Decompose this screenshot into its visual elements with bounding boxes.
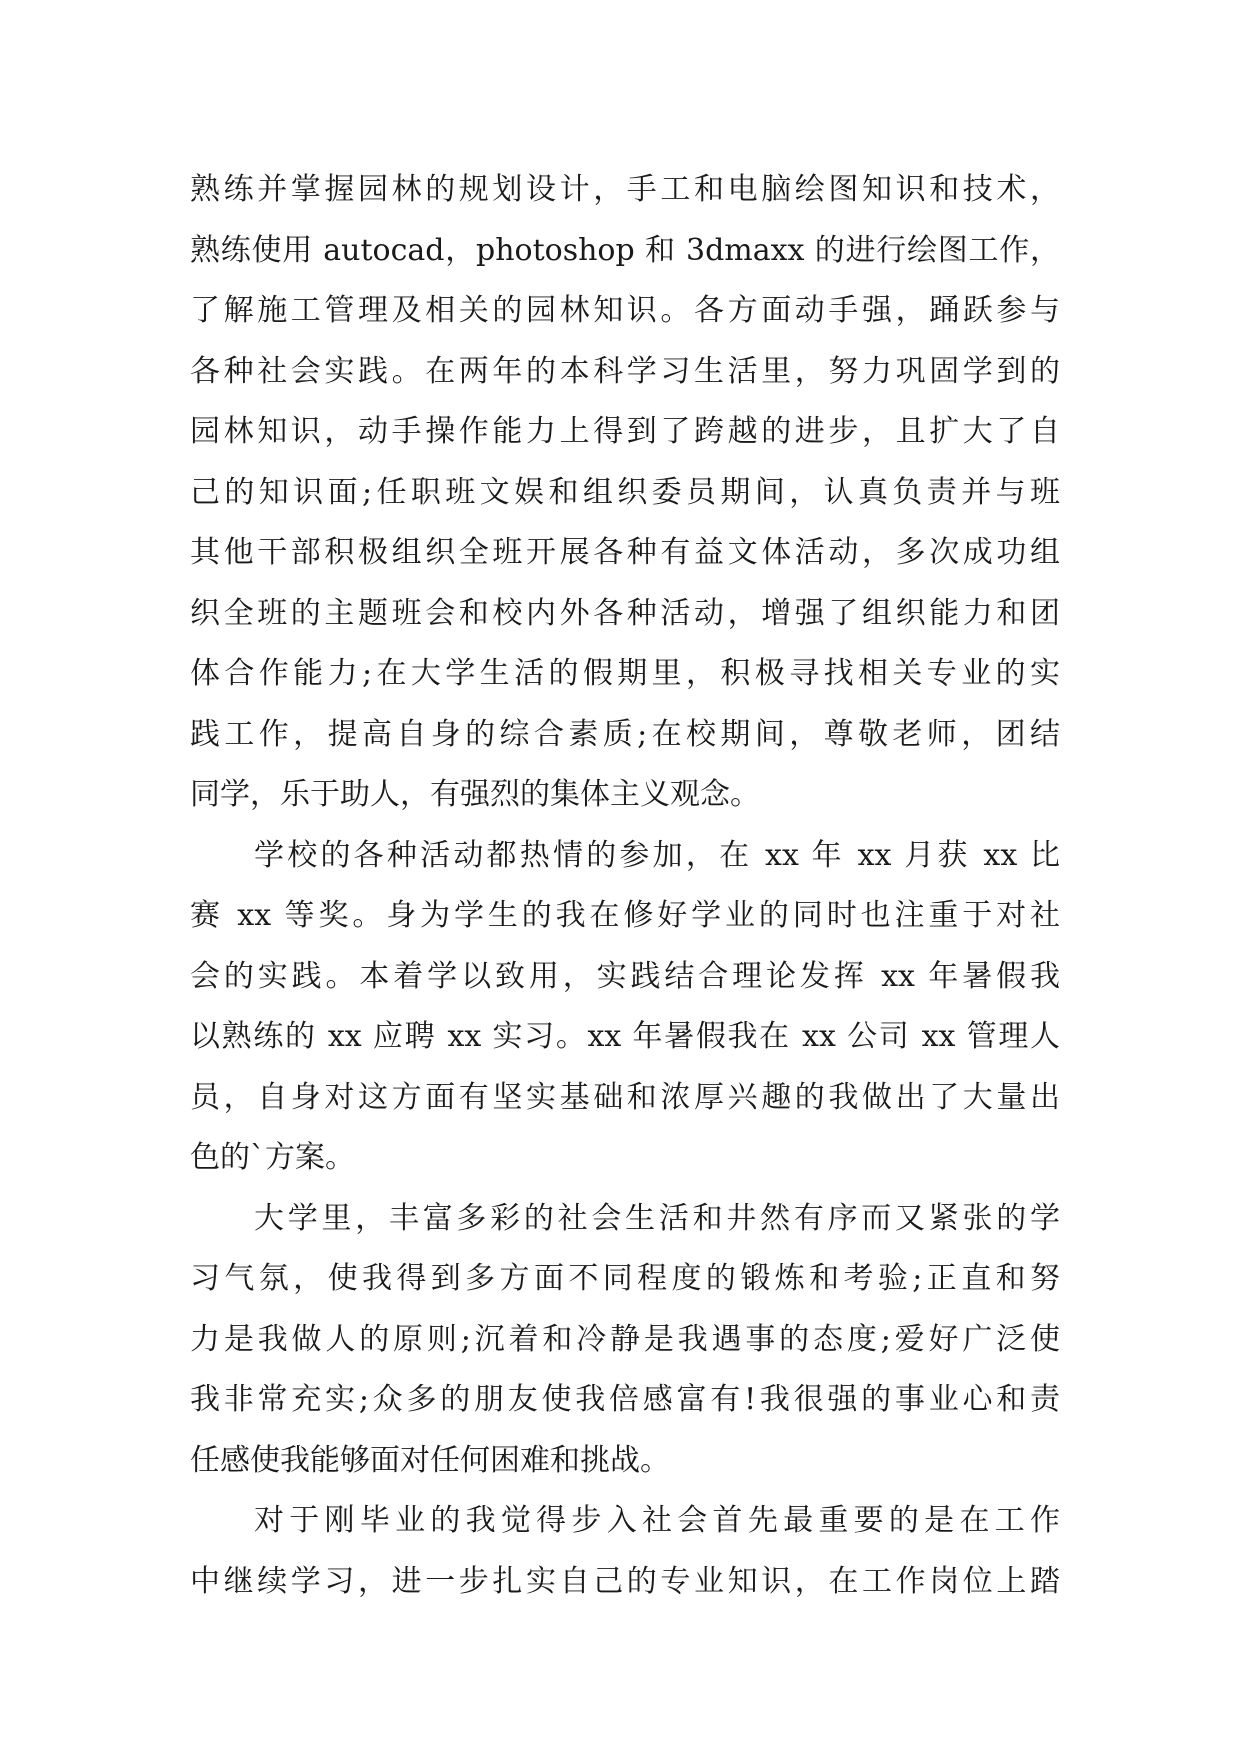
- text-line: 熟练并掌握园林的规划设计，手工和电脑绘图知识和技术，: [190, 172, 1060, 207]
- text-line: 大学里，丰富多彩的社会生活和井然有序而又紧张的学: [254, 1200, 1060, 1236]
- text-line: 同学，乐于助人，有强烈的集体主义观念。: [190, 777, 760, 812]
- paragraph: [190, 160, 1060, 826]
- paragraph: [190, 1491, 1060, 1612]
- text-line: 色的`方案。: [190, 1140, 355, 1175]
- text-line: 中继续学习，进一步扎实自己的专业知识，在工作岗位上踏: [190, 1563, 1060, 1599]
- document-body: [190, 160, 1060, 1612]
- text-line: 各种社会实践。在两年的本科学习生活里，努力巩固学到的: [190, 353, 1060, 389]
- text-line: 织全班的主题班会和校内外各种活动，增强了组织能力和团: [190, 595, 1060, 631]
- paragraph: [190, 1189, 1060, 1492]
- text-line: 践工作，提高自身的综合素质;在校期间，尊敬老师，团结: [190, 716, 1060, 752]
- text-line: 体合作能力;在大学生活的假期里，积极寻找相关专业的实: [190, 656, 1060, 691]
- text-line: 己的知识面;任职班文娱和组织委员期间，认真负责并与班: [190, 474, 1060, 510]
- text-line: 我非常充实;众多的朋友使我倍感富有!我很强的事业心和责: [190, 1382, 1060, 1417]
- text-line: 学校的各种活动都热情的参加，在 xx 年 xx 月获 xx 比: [254, 837, 1060, 873]
- text-line: 熟练使用 autocad，photoshop 和 3dmaxx 的进行绘图工作，: [190, 232, 1060, 268]
- text-line: 习气氛，使我得到多方面不同程度的锻炼和考验;正直和努: [190, 1261, 1060, 1296]
- text-line: 以熟练的 xx 应聘 xx 实习。xx 年暑假我在 xx 公司 xx 管理人: [190, 1019, 1060, 1054]
- text-line: 对于刚毕业的我觉得步入社会首先最重要的是在工作: [254, 1503, 1060, 1538]
- text-line: 了解施工管理及相关的园林知识。各方面动手强，踊跃参与: [190, 293, 1060, 328]
- text-line: 赛 xx 等奖。身为学生的我在修好学业的同时也注重于对社: [190, 898, 1060, 933]
- text-line: 园林知识，动手操作能力上得到了跨越的进步，且扩大了自: [190, 414, 1060, 449]
- paragraph: [190, 826, 1060, 1189]
- text-line: 其他干部积极组织全班开展各种有益文体活动，多次成功组: [190, 535, 1060, 570]
- text-line: 任感使我能够面对任何困难和挑战。: [190, 1442, 670, 1478]
- text-line: 员，自身对这方面有坚实基础和浓厚兴趣的我做出了大量出: [190, 1079, 1060, 1115]
- text-line: 力是我做人的原则;沉着和冷静是我遇事的态度;爱好广泛使: [190, 1321, 1060, 1357]
- text-line: 会的实践。本着学以致用，实践结合理论发挥 xx 年暑假我: [190, 958, 1060, 994]
